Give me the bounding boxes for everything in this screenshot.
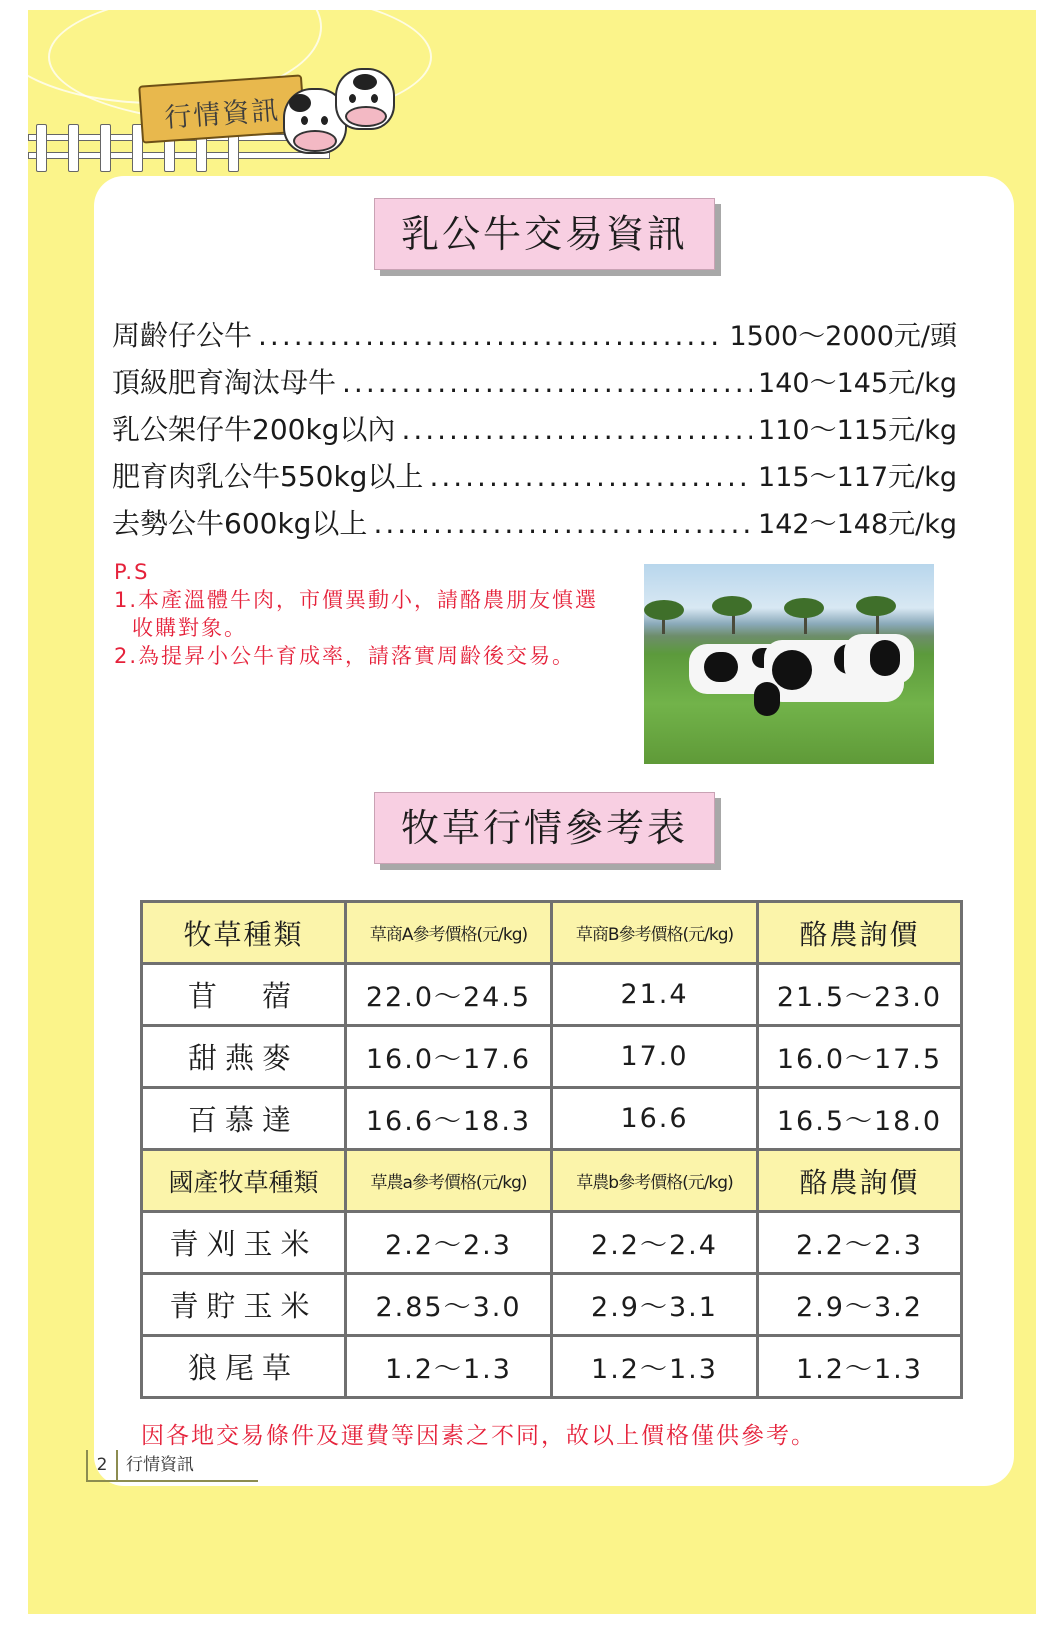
section-title-forage: 牧草行情參考表 (374, 792, 715, 864)
table-cell: 狼尾草 (142, 1336, 346, 1398)
price-item: 肥育肉乳公牛550kg以上 (112, 460, 424, 493)
table-header-row (142, 902, 962, 964)
table-cell: 2.85～3.0 (346, 1274, 552, 1336)
cows-grazing-photo (644, 564, 934, 764)
price-row (112, 408, 957, 455)
price-row (112, 314, 957, 361)
ps-notes (114, 558, 654, 670)
table-header-cell: 草商B參考價格(元/kg) (552, 902, 758, 964)
price-value: 1500～2000元/頭 (729, 321, 957, 352)
dot-leader (342, 366, 752, 399)
table-header-cell: 酪農詢價 (758, 902, 962, 964)
ps-line: 2.為提昇小公牛育成率，請落實周齡後交易。 (114, 644, 576, 668)
page-background (28, 10, 1036, 1614)
table-cell: 青刈玉米 (142, 1212, 346, 1274)
header-decoration (28, 10, 548, 200)
dot-leader (258, 319, 723, 352)
price-item: 頂級肥育淘汰母牛 (112, 366, 337, 399)
price-item: 周齡仔公牛 (112, 319, 253, 352)
section-label: 行情資訊 (163, 94, 282, 134)
table-cell: 22.0～24.5 (346, 964, 552, 1026)
table-cell: 16.5～18.0 (758, 1088, 962, 1150)
price-row (112, 502, 957, 549)
page-number: 2 (88, 1450, 118, 1480)
table-header-cell: 草商A參考價格(元/kg) (346, 902, 552, 964)
table-header-row (142, 1150, 962, 1212)
table-row (142, 1212, 962, 1274)
dot-leader (373, 507, 752, 540)
table-cell: 百慕達 (142, 1088, 346, 1150)
table-cell: 17.0 (552, 1026, 758, 1088)
table-cell: 2.2～2.4 (552, 1212, 758, 1274)
price-row (112, 361, 957, 408)
table-header-cell: 酪農詢價 (758, 1150, 962, 1212)
ps-line: 收購對象。 (132, 616, 247, 640)
table-cell: 2.2～2.3 (346, 1212, 552, 1274)
table-row (142, 1088, 962, 1150)
section-title-bull: 乳公牛交易資訊 (374, 198, 715, 270)
price-value: 115～117元/kg (758, 462, 957, 493)
content-card (94, 176, 1014, 1486)
bull-price-list (112, 314, 957, 549)
footer-label: 行情資訊 (126, 1455, 194, 1475)
table-header-cell: 草農a參考價格(元/kg) (346, 1150, 552, 1212)
forage-price-table (140, 900, 963, 1399)
table-cell: 1.2～1.3 (552, 1336, 758, 1398)
table-cell: 苜 蓿 (142, 964, 346, 1026)
table-cell: 1.2～1.3 (758, 1336, 962, 1398)
table-cell: 21.5～23.0 (758, 964, 962, 1026)
price-item: 乳公架仔牛200kg以內 (112, 413, 396, 446)
table-cell: 2.9～3.1 (552, 1274, 758, 1336)
table-cell: 16.0～17.5 (758, 1026, 962, 1088)
page-footer (86, 1450, 258, 1482)
price-value: 110～115元/kg (758, 415, 957, 446)
table-row (142, 1026, 962, 1088)
price-item: 去勢公牛600kg以上 (112, 507, 368, 540)
table-header-cell: 草農b參考價格(元/kg) (552, 1150, 758, 1212)
table-cell: 21.4 (552, 964, 758, 1026)
table-header-cell: 國產牧草種類 (142, 1150, 346, 1212)
price-value: 140～145元/kg (758, 368, 957, 399)
table-cell: 青貯玉米 (142, 1274, 346, 1336)
table-cell: 16.0～17.6 (346, 1026, 552, 1088)
dot-leader (401, 413, 752, 446)
table-cell: 2.9～3.2 (758, 1274, 962, 1336)
table-cell: 16.6 (552, 1088, 758, 1150)
price-row (112, 455, 957, 502)
disclaimer-note: 因各地交易條件及運費等因素之不同，故以上價格僅供參考。 (141, 1423, 816, 1449)
ps-line: 1.本產溫體牛肉，市價異動小，請酪農朋友慎選 (114, 588, 599, 612)
table-row (142, 1336, 962, 1398)
price-value: 142～148元/kg (758, 509, 957, 540)
table-cell: 2.2～2.3 (758, 1212, 962, 1274)
table-cell: 16.6～18.3 (346, 1088, 552, 1150)
ps-label: P.S (114, 560, 150, 584)
table-cell: 甜燕麥 (142, 1026, 346, 1088)
table-header-cell: 牧草種類 (142, 902, 346, 964)
table-cell: 1.2～1.3 (346, 1336, 552, 1398)
dot-leader (429, 460, 752, 493)
section-sign (138, 74, 306, 143)
table-row (142, 964, 962, 1026)
table-row (142, 1274, 962, 1336)
